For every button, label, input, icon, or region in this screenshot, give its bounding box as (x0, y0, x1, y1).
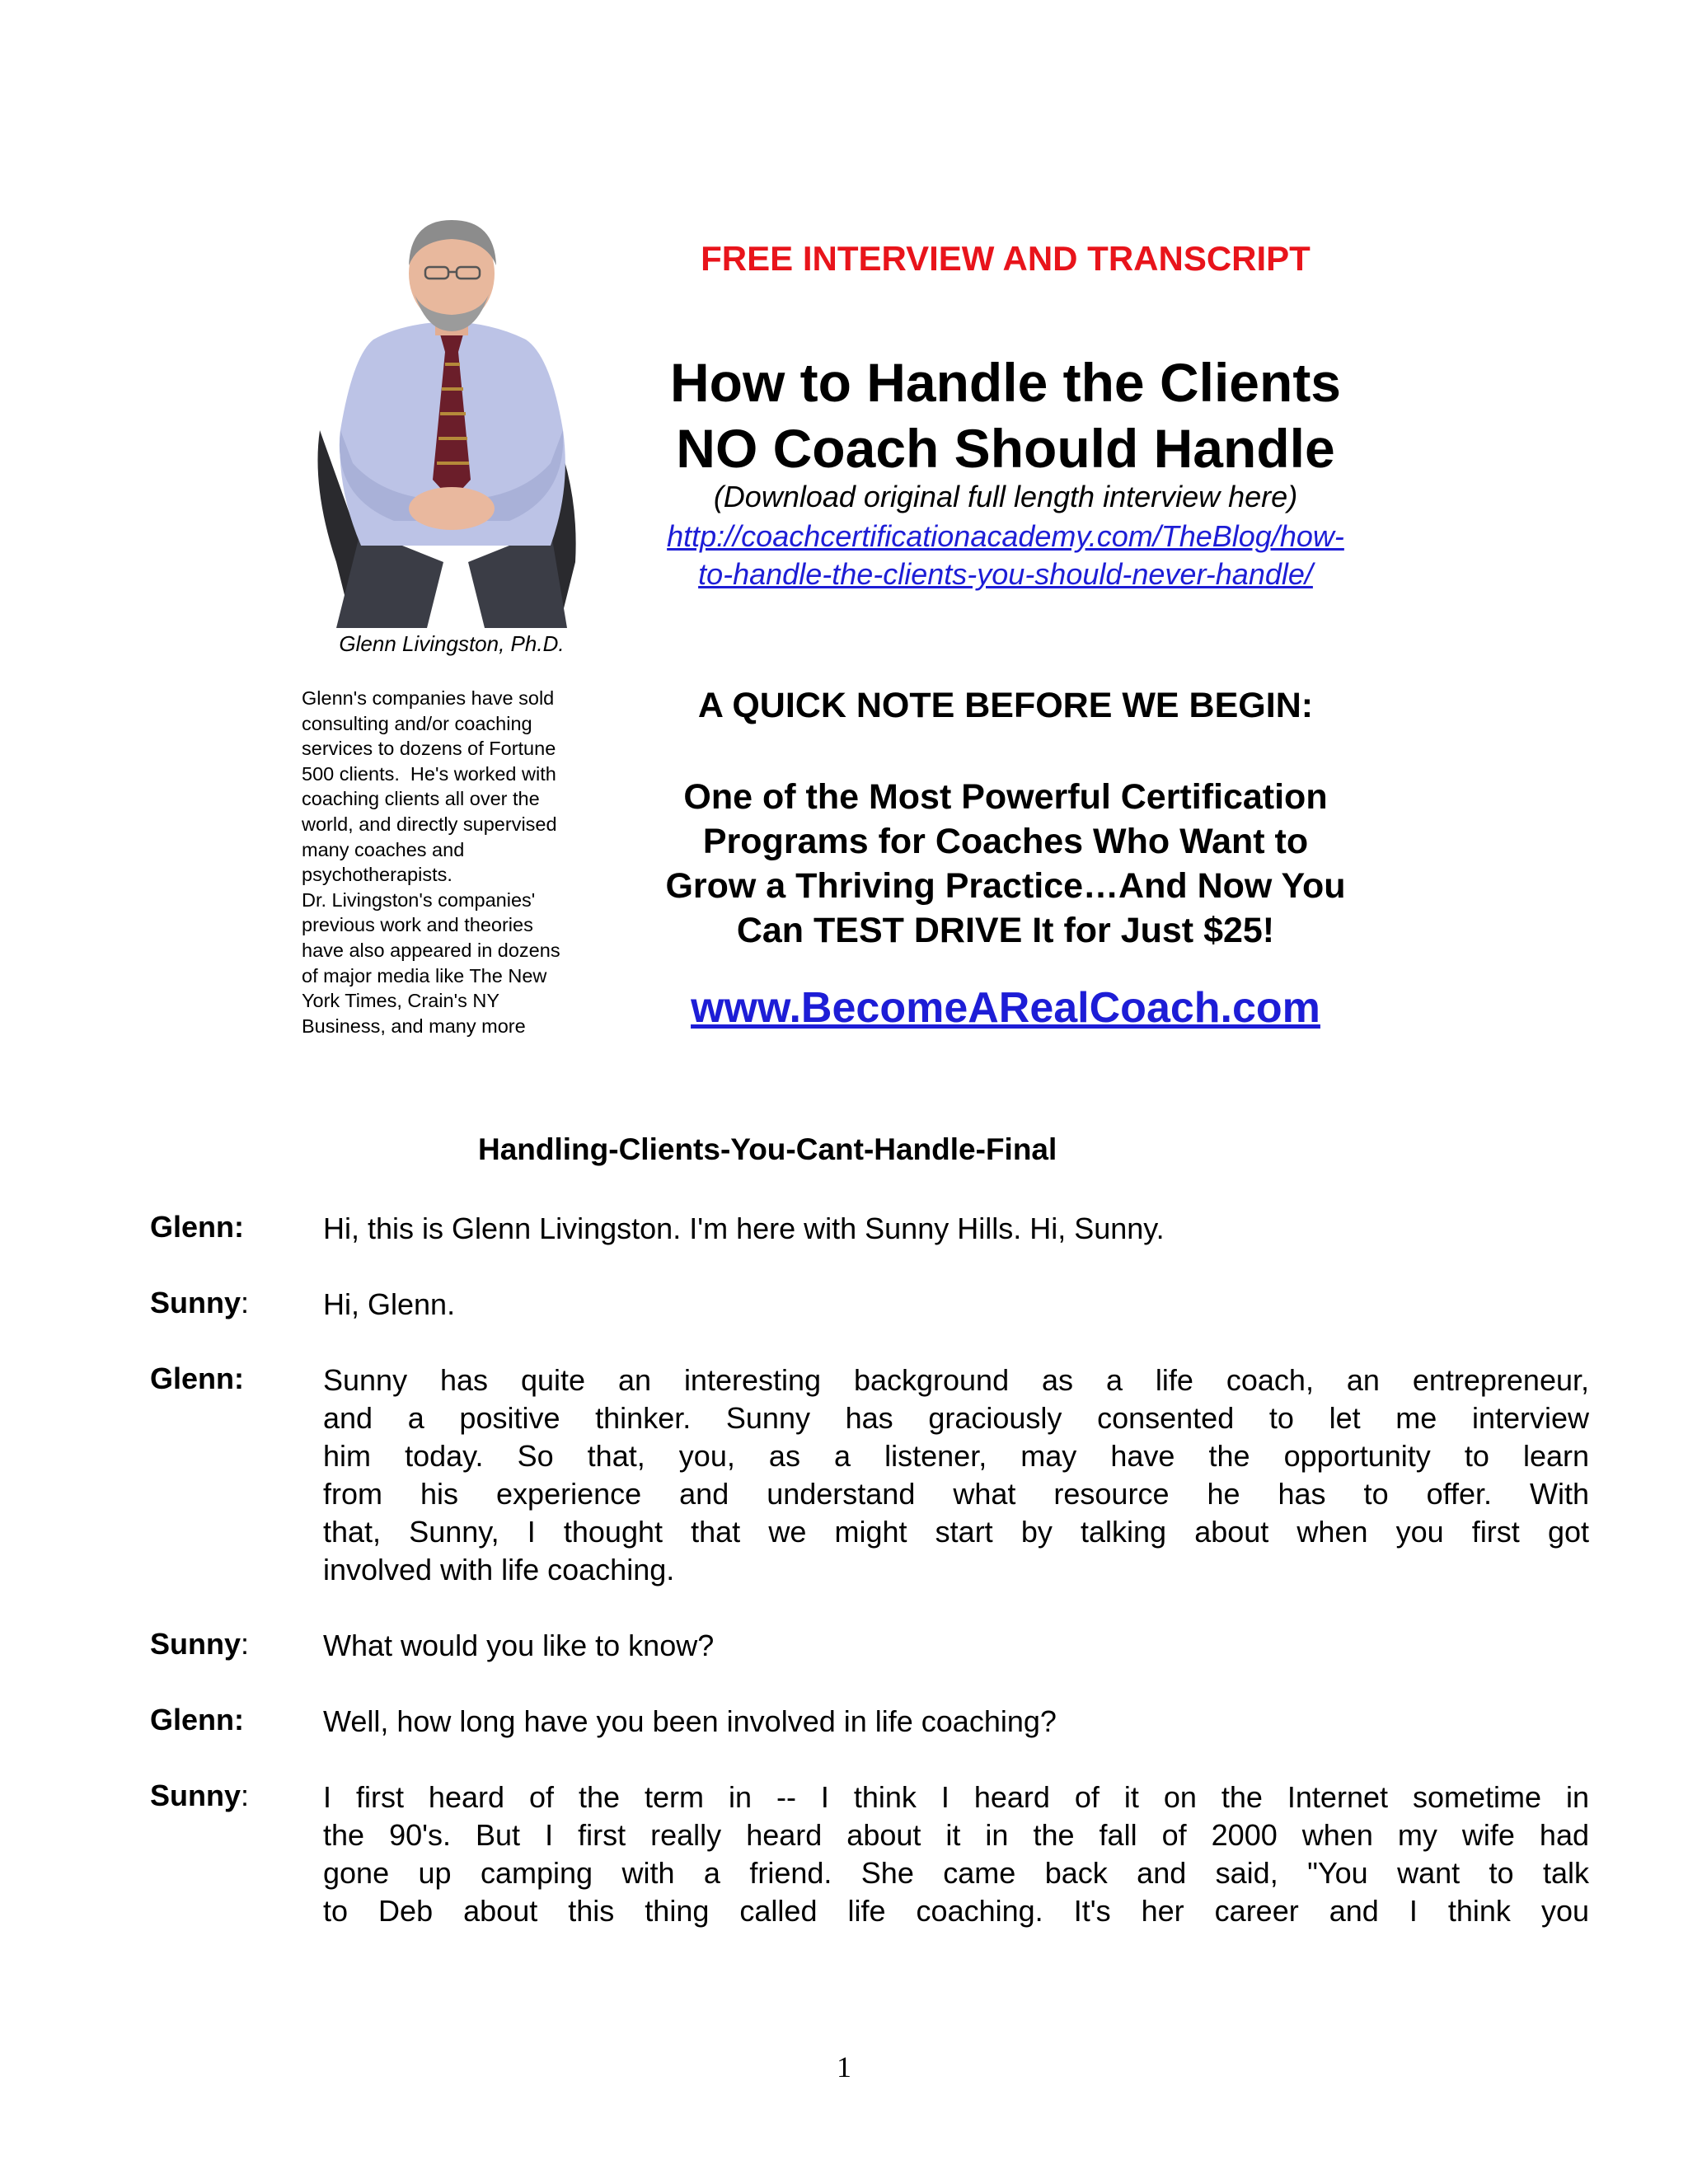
bio-line: 500 clients. He's worked with (302, 762, 556, 785)
bio-line: previous work and theories (302, 914, 533, 936)
quick-note-heading: A QUICK NOTE BEFORE WE BEGIN: (697, 686, 1314, 725)
speaker-label: Glenn: (150, 1361, 245, 1395)
photo-caption: Glenn Livingston, Ph.D. (339, 631, 565, 656)
bio-line: psychotherapists. (302, 864, 452, 886)
utterance-line: and a positive thinker. Sunny has graciously consented to let me interview (323, 1401, 1589, 1435)
speaker-label: Sunny: (150, 1779, 250, 1812)
utterance-line: Hi, this is Glenn Livingston. I'm here with Sunny Hills. Hi, Sunny. (323, 1212, 1165, 1245)
bio-line: Glenn's companies have sold (302, 687, 555, 709)
bio-line: of major media like The New (302, 964, 547, 987)
utterance-line: gone up camping with a friend. She came back and said, "You want to talk (323, 1856, 1589, 1890)
transcript-heading: Handling-Clients-You-Cant-Handle-Final (478, 1132, 1057, 1166)
title-line: How to Handle the Clients (669, 352, 1342, 413)
utterance-line: Hi, Glenn. (323, 1287, 456, 1321)
author-bio (302, 686, 607, 1038)
interview-download-link[interactable] (610, 518, 1401, 593)
utterance-line: to Deb about this thing called life coaching. It's her career and I think you (323, 1894, 1589, 1928)
kicker-heading: FREE INTERVIEW AND TRANSCRIPT (701, 239, 1311, 278)
utterance-line: him today. So that, you, as a listener, may have the opportunity to learn (323, 1439, 1589, 1473)
promo-line: One of the Most Powerful Certification (683, 777, 1328, 817)
utterance-line: What would you like to know? (323, 1629, 715, 1662)
promo-website-link[interactable]: www.BecomeARealCoach.com (691, 984, 1320, 1032)
utterance-line: Sunny has quite an interesting background as a life coach, an entrepreneur, (323, 1363, 1589, 1397)
utterance-line: from his experience and understand what resource he has to offer. With (323, 1477, 1589, 1511)
speaker-label: Glenn: (150, 1210, 245, 1244)
utterance-line: that, Sunny, I thought that we might start by talking about when you first got (323, 1515, 1589, 1549)
bio-line: Dr. Livingston's companies' (302, 888, 536, 911)
bio-line: coaching clients all over the (302, 788, 540, 810)
bio-line: Business, and many more (302, 1015, 526, 1037)
utterance (323, 1779, 1589, 1930)
utterance-line: I first heard of the term in -- I think I heard of it on the Internet sometime in (323, 1780, 1589, 1814)
bio-line: world, and directly supervised (302, 813, 557, 835)
promo-line: Can TEST DRIVE It for Just $25! (736, 911, 1275, 950)
utterance (323, 1703, 1589, 1741)
bio-line: consulting and/or coaching (302, 712, 532, 734)
bio-line: York Times, Crain's NY (302, 990, 499, 1012)
speaker-label: Glenn: (150, 1703, 245, 1736)
page-title (610, 349, 1401, 481)
utterance (323, 1286, 1589, 1324)
speaker-label: Sunny: (150, 1286, 250, 1319)
link-line[interactable]: http://coachcertificationacademy.com/TheBlog/how- (667, 519, 1344, 553)
bio-line: many coaches and (302, 838, 465, 860)
promo-line: Grow a Thriving Practice…And Now You (665, 866, 1346, 906)
download-note: (Download original full length interview here) (713, 480, 1298, 513)
bio-line: services to dozens of Fortune (302, 738, 556, 760)
promo-line: Programs for Coaches Who Want to (702, 822, 1309, 861)
page-number: 1 (837, 2050, 851, 2083)
bio-line: have also appeared in dozens (302, 939, 560, 961)
utterance-line: involved with life coaching. (323, 1553, 675, 1586)
utterance (323, 1210, 1589, 1248)
title-line: NO Coach Should Handle (676, 418, 1335, 479)
utterance-line: Well, how long have you been involved in life coaching? (323, 1704, 1057, 1738)
glenn-portrait-photo (303, 216, 600, 628)
utterance (323, 1361, 1589, 1589)
utterance (323, 1627, 1589, 1665)
speaker-label: Sunny: (150, 1627, 250, 1661)
utterance-line: the 90's. But I first really heard about it in the fall of 2000 when my wife had (323, 1818, 1589, 1852)
promo-text (610, 775, 1401, 953)
link-line[interactable]: to-handle-the-clients-you-should-never-handle/ (698, 557, 1313, 591)
